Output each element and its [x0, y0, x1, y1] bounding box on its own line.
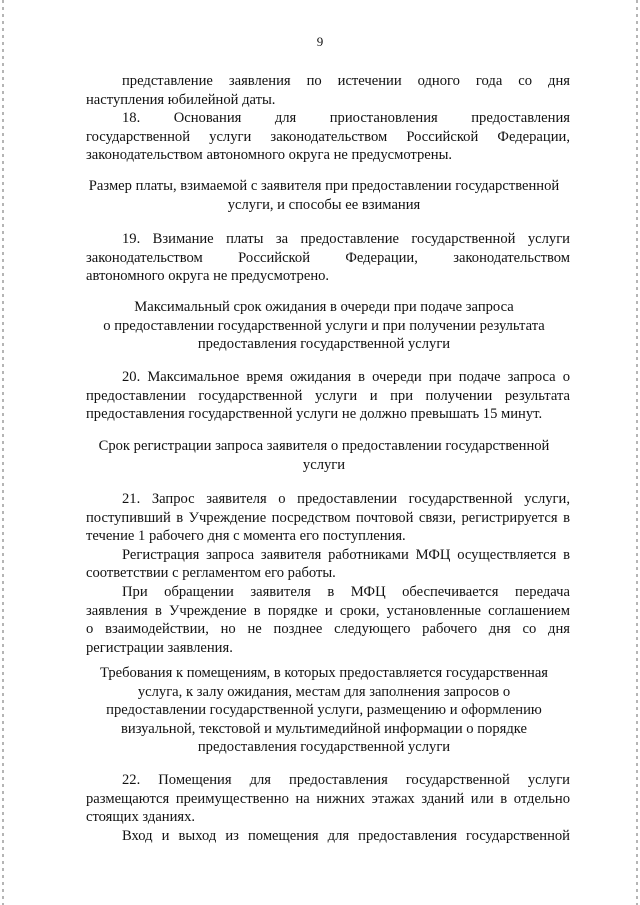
left-edge-dots [2, 0, 4, 905]
paragraph-21 [86, 490, 570, 657]
text-line: о взаимодействии, но не позднее следующего рабочего дня со дня [86, 621, 570, 638]
right-edge-dots [636, 0, 638, 905]
text-line: течение 1 рабочего дня с момента его поступления. [86, 528, 406, 545]
page-number: 9 [316, 34, 324, 49]
heading-line: услуги [302, 456, 346, 473]
text-line: соответствии с регламентом его работы. [86, 565, 336, 582]
heading-line: Максимальный срок ожидания в очереди при подаче запроса [134, 299, 514, 315]
heading-line: услуга, к залу ожидания, местам для заполнения запросов о [137, 683, 511, 700]
section-heading-premises [72, 664, 576, 757]
heading-line: визуальной, текстовой и мультимедийной информации о порядке [121, 720, 527, 737]
heading-line: предоставления государственной услуги [197, 739, 451, 756]
heading-line: о предоставлении государственной услуги и при получении результата [103, 317, 545, 334]
text-line: государственной услуги законодательством Российской Федерации, [86, 128, 570, 145]
paragraph-20 [86, 368, 570, 424]
heading-line: Размер платы, взимаемой с заявителя при предоставлении государственной [88, 178, 560, 194]
section-heading-fee [72, 177, 576, 214]
text-line: законодательством автономного округа не предусмотрены. [86, 147, 453, 164]
text-line: 22. Помещения для предоставления государственной услуги [122, 772, 570, 788]
text-line: При обращении заявителя в МФЦ обеспечивается передача [122, 583, 570, 600]
text-line: наступления юбилейной даты. [86, 91, 276, 108]
section-heading-queue-time [72, 298, 576, 354]
text-line: 20. Максимальное время ожидания в очереди при подаче запроса о [122, 369, 570, 385]
text-line: предоставлении государственной услуги и при получении результата [86, 387, 570, 404]
text-line: представление заявления по истечении одного года со дня [122, 73, 570, 89]
text-line: стоящих зданиях. [86, 809, 196, 826]
text-line: Вход и выход из помещения для предоставления государственной [122, 827, 570, 844]
heading-line: предоставлении государственной услуги, размещению и оформлению [106, 702, 542, 719]
heading-line: Требования к помещениям, в которых предоставляется государственная [99, 665, 549, 681]
paragraph-continuation [86, 72, 570, 109]
paragraph-18 [86, 109, 570, 165]
text-line: заявления в Учреждение в порядке и сроки, установленные соглашением [86, 602, 570, 619]
text-line: регистрации заявления. [86, 639, 233, 656]
heading-line: предоставления государственной услуги [197, 336, 451, 353]
text-line: поступивший в Учреждение посредством почтовой связи, регистрируется в [86, 509, 570, 526]
text-line: 21. Запрос заявителя о предоставлении государственной услуги, [122, 491, 570, 507]
paragraph-19 [86, 230, 570, 286]
text-line: законодательством Российской Федерации, законодательством [86, 249, 570, 266]
text-line: размещаются преимущественно на нижних этажах зданий или в отдельно [86, 790, 570, 807]
section-heading-registration [72, 437, 576, 474]
text-line: 19. Взимание платы за предоставление государственной услуги [122, 231, 570, 247]
text-line: предоставления государственной услуги не должно превышать 15 минут. [86, 406, 543, 423]
heading-line: услуги, и способы ее взимания [227, 196, 421, 213]
text-line: 18. Основания для приостановления предоставления [122, 110, 570, 126]
text-line: Регистрация запроса заявителя работниками МФЦ осуществляется в [122, 546, 570, 563]
paragraph-22 [86, 771, 570, 845]
text-line: автономного округа не предусмотрено. [86, 268, 330, 285]
heading-line: Срок регистрации запроса заявителя о предоставлении государственной [98, 438, 550, 454]
